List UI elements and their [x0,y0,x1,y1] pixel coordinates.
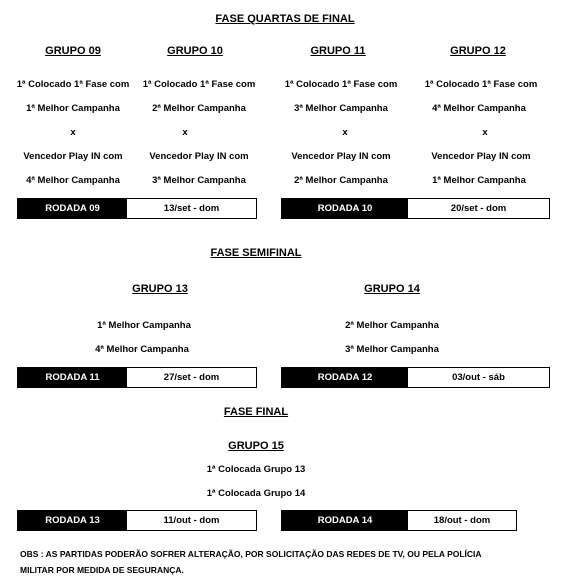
semi-title: FASE SEMIFINAL [210,247,302,259]
group-11-line-2: 3ª Melhor Campanha [294,103,388,114]
group-12-line-5: 1ª Melhor Campanha [432,175,526,186]
group-10-line-5: 3ª Melhor Campanha [152,175,246,186]
round-10-bar [281,198,550,219]
round-12-bar [281,367,550,388]
final-title: FASE FINAL [223,406,289,418]
group-14-title: GRUPO 14 [364,283,420,295]
round-10-date: 20/set - dom [408,199,549,218]
group-09-line-4: Vencedor Play IN com [23,151,123,162]
group-09-line-2: 1ª Melhor Campanha [26,103,120,114]
group-14-line-2: 3ª Melhor Campanha [345,344,439,355]
group-15-line-1: 1ª Colocada Grupo 13 [206,464,306,475]
round-10-label: RODADA 10 [282,199,408,218]
group-12-line-1: 1ª Colocado 1ª Fase com [424,79,538,90]
round-14-bar [281,510,517,531]
group-13-line-1: 1ª Melhor Campanha [97,320,191,331]
group-12-line-3: x [482,127,488,138]
round-12-date: 03/out - sáb [408,368,549,387]
quartas-title: FASE QUARTAS DE FINAL [215,13,355,25]
group-09-line-5: 4ª Melhor Campanha [26,175,120,186]
group-15-title: GRUPO 15 [228,440,284,452]
group-09-line-3: x [70,127,76,138]
group-09-title: GRUPO 09 [45,45,101,57]
group-09-line-1: 1ª Colocado 1ª Fase com [16,79,130,90]
round-09-label: RODADA 09 [18,199,127,218]
group-10-line-4: Vencedor Play IN com [149,151,249,162]
group-13-line-2: 4ª Melhor Campanha [95,344,189,355]
obs-note [20,546,555,578]
group-11-line-3: x [342,127,348,138]
group-11-line-5: 2ª Melhor Campanha [294,175,388,186]
group-12-line-4: Vencedor Play IN com [431,151,531,162]
round-13-date: 11/out - dom [127,511,256,530]
obs-line-2: MILITAR POR MEDIDA DE SEGURANÇA. [20,565,184,575]
round-13-bar [17,510,257,531]
group-12-line-2: 4ª Melhor Campanha [432,103,526,114]
group-15-line-2: 1ª Colocada Grupo 14 [206,488,306,499]
round-14-date: 18/out - dom [408,511,516,530]
round-14-label: RODADA 14 [282,511,408,530]
round-11-date: 27/set - dom [127,368,256,387]
group-11-line-1: 1ª Colocado 1ª Fase com [284,79,398,90]
group-10-line-3: x [182,127,188,138]
group-14-line-1: 2ª Melhor Campanha [345,320,439,331]
group-13-title: GRUPO 13 [132,283,188,295]
group-11-title: GRUPO 11 [310,45,366,57]
round-09-date: 13/set - dom [127,199,256,218]
group-12-title: GRUPO 12 [450,45,506,57]
round-11-bar [17,367,257,388]
round-09-bar [17,198,257,219]
round-12-label: RODADA 12 [282,368,408,387]
group-10-line-1: 1ª Colocado 1ª Fase com [142,79,256,90]
round-11-label: RODADA 11 [18,368,127,387]
round-13-label: RODADA 13 [18,511,127,530]
group-10-title: GRUPO 10 [167,45,223,57]
group-11-line-4: Vencedor Play IN com [291,151,391,162]
obs-line-1: OBS : AS PARTIDAS PODERÃO SOFRER ALTERAÇÃO, POR SOLICITAÇÃO DAS REDES DE TV, OU PELA POLÍCIA [20,549,482,559]
group-10-line-2: 2ª Melhor Campanha [152,103,246,114]
